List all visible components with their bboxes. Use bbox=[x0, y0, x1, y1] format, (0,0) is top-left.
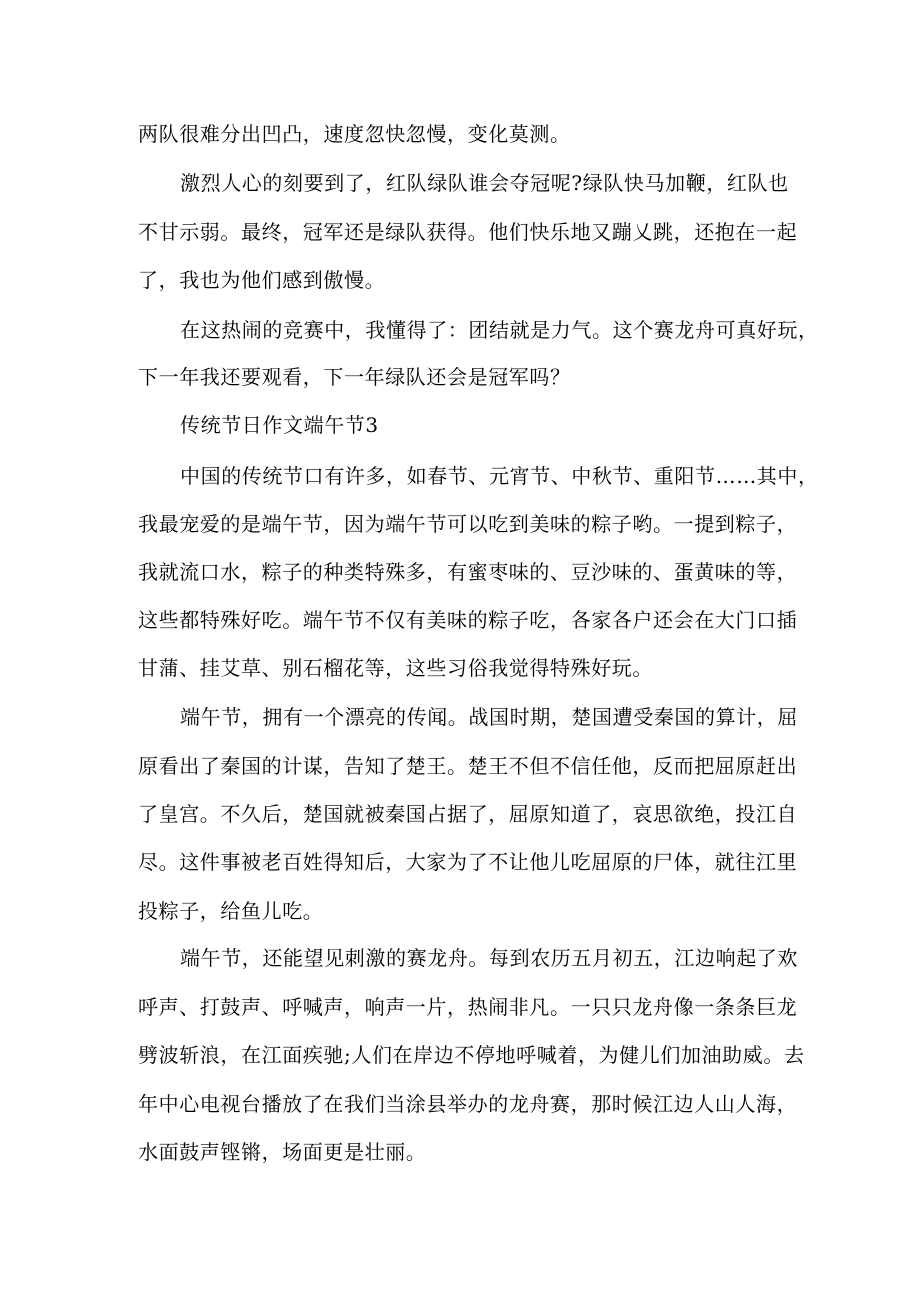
text-line: 我最宠爱的是端午节，因为端午节可以吃到美味的粽子哟。一提到粽子， bbox=[138, 512, 798, 536]
text-line: 了，我也为他们感到傲慢。 bbox=[138, 268, 386, 292]
text-line: 两队很难分出凹凸，速度忽快忽慢，变化莫测。 bbox=[138, 122, 571, 146]
text-line: 原看出了秦国的计谋，告知了楚王。楚王不但不信任他，反而把屈原赶出 bbox=[138, 754, 798, 778]
text-line: 下一年我还要观看，下一年绿队还会是冠军吗？ bbox=[138, 365, 571, 389]
text-line: 甘蒲、挂艾草、别石榴花等，这些习俗我觉得特殊好玩。 bbox=[138, 656, 653, 680]
paragraph-first-line: 激烈人心的刻要到了，红队绿队谁会夺冠呢?绿队快马加鞭，红队也 bbox=[180, 171, 789, 195]
text-line: 这些都特殊好吃。端午节不仅有美味的粽子吃，各家各户还会在大门口插 bbox=[138, 608, 798, 632]
text-line: 我就流口水，粽子的种类特殊多，有蜜枣味的、豆沙味的、蛋黄味的等， bbox=[138, 560, 798, 584]
paragraph-first-line: 在这热闹的竞赛中，我懂得了：团结就是力气。这个赛龙舟可真好玩， bbox=[180, 318, 819, 342]
paragraph-first-line: 端午节，还能望见刺激的赛龙舟。每到农历五月初五，江边响起了欢 bbox=[180, 946, 798, 970]
text-line: 不甘示弱。最终，冠军还是绿队获得。他们快乐地又蹦乂跳，还抱在一起 bbox=[138, 220, 798, 244]
section-heading: 传统节日作文端午节3 bbox=[180, 413, 379, 437]
paragraph-first-line: 中国的传统节口有许多，如春节、元宵节、中秋节、重阳节……其中， bbox=[180, 464, 819, 488]
text-line: 水面鼓声铿锵，场面更是壮丽。 bbox=[138, 1140, 427, 1164]
text-line: 了皇宫。不久后，楚国就被秦国占据了，屈原知道了，哀思欲绝，投江自 bbox=[138, 802, 798, 826]
paragraph-first-line: 端午节，拥有一个漂亮的传闻。战国时期，楚国遭受秦国的算计，屈 bbox=[180, 705, 798, 729]
text-line: 投粽子，给鱼儿吃。 bbox=[138, 899, 324, 923]
text-line: 年中心电视台播放了在我们当涂县举办的龙舟赛，那时候江边人山人海， bbox=[138, 1092, 798, 1116]
text-line: 呼声、打鼓声、呼喊声，响声一片，热闹非凡。一只只龙舟像一条条巨龙 bbox=[138, 995, 798, 1019]
text-line: 劈波斩浪，在江面疾驰;人们在岸边不停地呼喊着，为健儿们加油助威。去 bbox=[138, 1043, 805, 1067]
text-line: 尽。这件事被老百姓得知后，大家为了不让他儿吃屈原的尸体，就往江里 bbox=[138, 850, 798, 874]
